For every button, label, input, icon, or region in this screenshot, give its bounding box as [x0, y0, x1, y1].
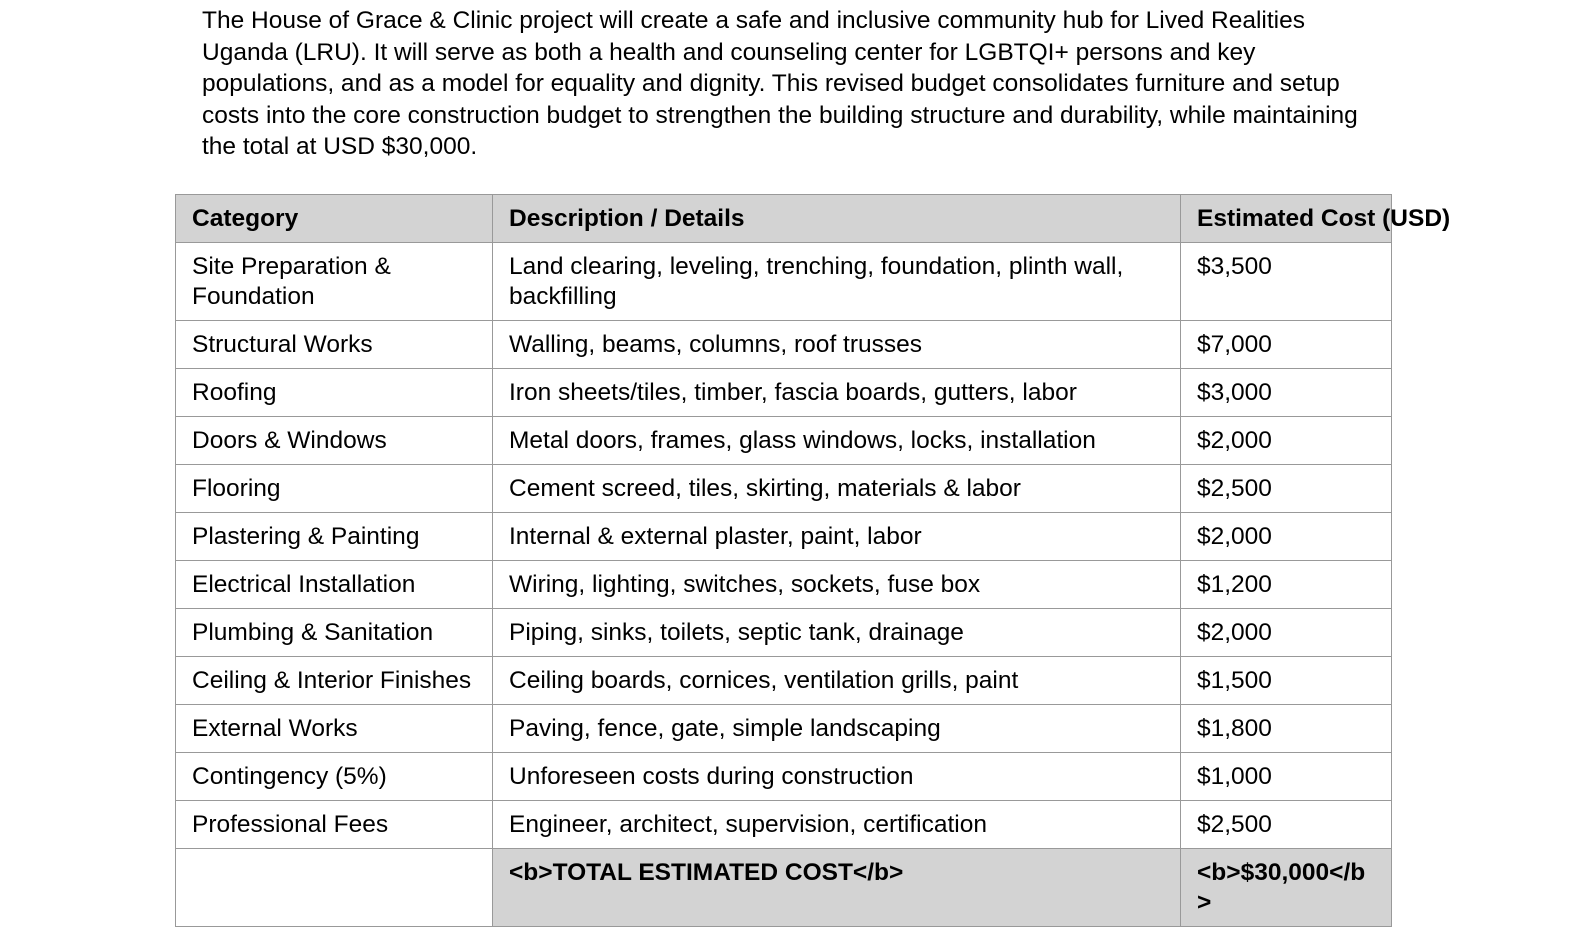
- header-description: Description / Details: [493, 195, 1181, 243]
- table-row: [176, 513, 1392, 561]
- table-row: [176, 657, 1392, 705]
- cost-cell: $2,500: [1181, 465, 1392, 513]
- table-row: [176, 417, 1392, 465]
- table-row: [176, 465, 1392, 513]
- total-empty-cell: [176, 849, 493, 927]
- cost-cell: $3,000: [1181, 369, 1392, 417]
- description-cell: Paving, fence, gate, simple landscaping: [493, 705, 1181, 753]
- total-label: <b>TOTAL ESTIMATED COST</b>: [493, 849, 1181, 927]
- header-category: Category: [176, 195, 493, 243]
- cost-cell: $2,500: [1181, 801, 1392, 849]
- table-header-row: [176, 195, 1451, 243]
- category-cell: Site Preparation & Foundation: [176, 243, 493, 321]
- description-cell: Wiring, lighting, switches, sockets, fuse box: [493, 561, 1181, 609]
- description-cell: Unforeseen costs during construction: [493, 753, 1181, 801]
- description-cell: Metal doors, frames, glass windows, locks, installation: [493, 417, 1181, 465]
- table-row: [176, 609, 1392, 657]
- table-total-row: [176, 849, 1392, 927]
- table-body: [176, 243, 1392, 849]
- category-cell: Roofing: [176, 369, 493, 417]
- description-cell: Walling, beams, columns, roof trusses: [493, 321, 1181, 369]
- category-cell: Plumbing & Sanitation: [176, 609, 493, 657]
- description-cell: Cement screed, tiles, skirting, materials & labor: [493, 465, 1181, 513]
- intro-paragraph: The House of Grace & Clinic project will create a safe and inclusive community hub for Lived Realities Uganda (LRU). It will serve as both a health and counseling center for LGBTQI+ persons and key populations, and as a model for equality and dignity. This revised budget consolidates furniture and setup costs into the core construction budget to strengthen the building structure and durability, while maintaining the total at USD $30,000.: [202, 7, 1358, 161]
- category-cell: Ceiling & Interior Finishes: [176, 657, 493, 705]
- category-cell: Flooring: [176, 465, 493, 513]
- table-row: [176, 243, 1392, 321]
- category-cell: Structural Works: [176, 321, 493, 369]
- cost-cell: $2,000: [1181, 513, 1392, 561]
- description-cell: Ceiling boards, cornices, ventilation grills, paint: [493, 657, 1181, 705]
- table-row: [176, 801, 1392, 849]
- category-cell: Professional Fees: [176, 801, 493, 849]
- cost-cell: $2,000: [1181, 609, 1392, 657]
- table-row: [176, 369, 1392, 417]
- cost-cell: $2,000: [1181, 417, 1392, 465]
- cost-cell: $7,000: [1181, 321, 1392, 369]
- description-cell: Iron sheets/tiles, timber, fascia boards, gutters, labor: [493, 369, 1181, 417]
- total-value: <b>$30,000</b>: [1181, 849, 1392, 927]
- category-cell: Doors & Windows: [176, 417, 493, 465]
- category-cell: External Works: [176, 705, 493, 753]
- table-row: [176, 561, 1392, 609]
- budget-table: [175, 194, 1451, 927]
- category-cell: Plastering & Painting: [176, 513, 493, 561]
- cost-cell: $3,500: [1181, 243, 1392, 321]
- cost-cell: $1,500: [1181, 657, 1392, 705]
- cost-cell: $1,800: [1181, 705, 1392, 753]
- cost-cell: $1,000: [1181, 753, 1392, 801]
- cost-cell: $1,200: [1181, 561, 1392, 609]
- table-row: [176, 753, 1392, 801]
- description-cell: Piping, sinks, toilets, septic tank, drainage: [493, 609, 1181, 657]
- category-cell: Contingency (5%): [176, 753, 493, 801]
- table-row: [176, 705, 1392, 753]
- description-cell: Engineer, architect, supervision, certification: [493, 801, 1181, 849]
- description-cell: Land clearing, leveling, trenching, foundation, plinth wall, backfilling: [493, 243, 1181, 321]
- table-row: [176, 321, 1392, 369]
- category-cell: Electrical Installation: [176, 561, 493, 609]
- description-cell: Internal & external plaster, paint, labor: [493, 513, 1181, 561]
- header-cost: Estimated Cost (USD): [1181, 195, 1392, 243]
